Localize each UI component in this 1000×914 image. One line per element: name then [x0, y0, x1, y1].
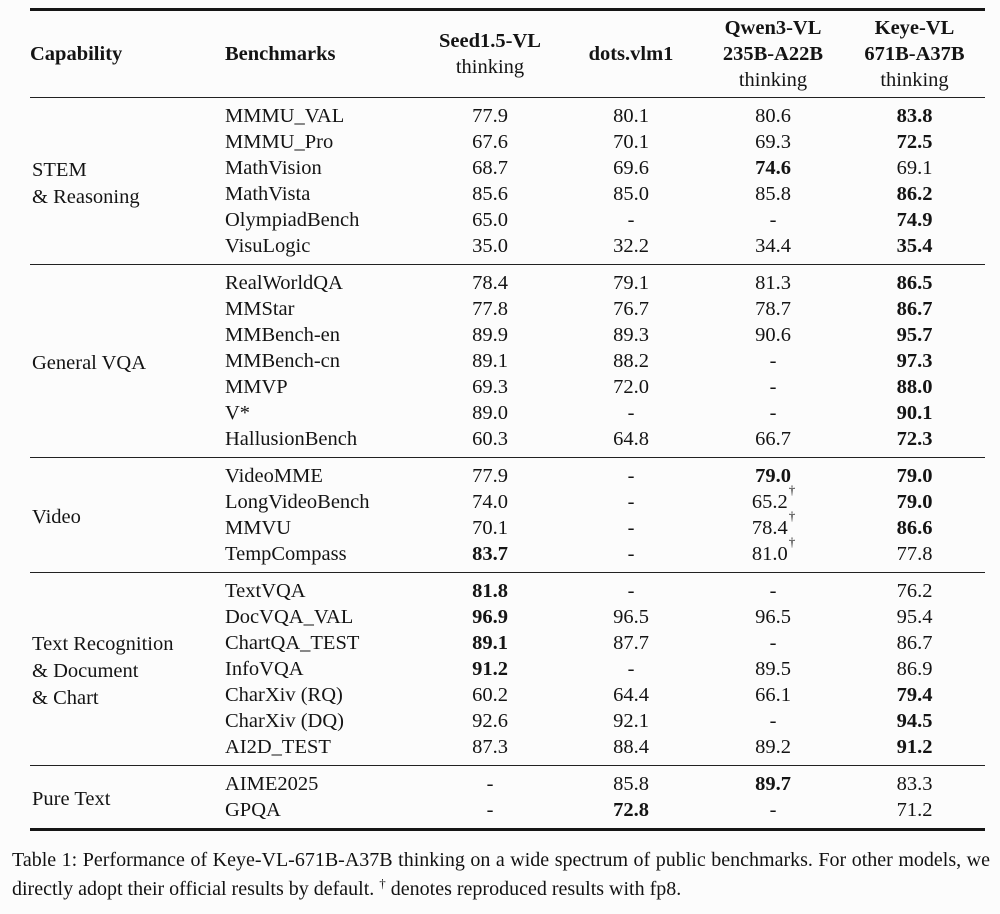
benchmark-cell: LongVideoBench	[225, 491, 370, 513]
value-text: 65.2	[751, 491, 788, 513]
value-text: 80.6	[755, 105, 791, 127]
capability-label: Video	[32, 506, 81, 528]
value-cell	[560, 797, 702, 830]
value-text: 86.2	[896, 183, 933, 205]
column-header-line: Keye-VL	[874, 17, 955, 39]
benchmark-cell: MMStar	[225, 298, 295, 320]
table-row	[30, 766, 985, 798]
value-cell	[560, 400, 702, 426]
value-text: 74.0	[472, 491, 508, 513]
benchmark-cell: GPQA	[225, 799, 281, 821]
value-cell	[420, 573, 560, 605]
value-text: 83.8	[896, 105, 933, 127]
value-cell	[702, 682, 844, 708]
value-cell	[702, 233, 844, 265]
benchmark-cell: MMBench-cn	[225, 350, 341, 372]
value-text: 72.3	[896, 428, 933, 450]
value-text: 35.4	[896, 235, 933, 257]
value-text: 96.5	[613, 606, 649, 628]
value-text: 74.6	[755, 157, 791, 179]
value-text: -	[627, 402, 635, 424]
value-text: -	[627, 580, 635, 602]
value-cell	[560, 207, 702, 233]
value-text: 96.9	[472, 606, 508, 628]
capability-cell	[30, 98, 225, 265]
value-cell	[844, 348, 985, 374]
value-cell	[420, 374, 560, 400]
value-text: -	[769, 580, 777, 602]
value-text: 72.0	[613, 376, 649, 398]
value-text: 78.4	[751, 517, 788, 539]
value-cell	[702, 604, 844, 630]
value-text: 90.1	[896, 402, 933, 424]
value-cell	[844, 233, 985, 265]
value-text: 86.7	[896, 632, 933, 654]
value-cell	[420, 98, 560, 130]
value-text: -	[769, 632, 777, 654]
value-text: -	[769, 209, 777, 231]
value-text: 79.4	[896, 684, 933, 706]
benchmark-cell: InfoVQA	[225, 658, 304, 680]
value-text: 85.8	[613, 773, 649, 795]
value-cell	[844, 322, 985, 348]
dagger-icon: †	[788, 482, 796, 498]
value-text: -	[627, 658, 635, 680]
value-cell	[420, 515, 560, 541]
value-cell	[420, 155, 560, 181]
value-text: 86.5	[896, 272, 933, 294]
value-cell	[702, 265, 844, 297]
value-cell	[560, 734, 702, 766]
capability-label: Pure Text	[32, 788, 111, 810]
value-cell	[560, 181, 702, 207]
table-caption	[12, 846, 990, 903]
value-cell	[420, 181, 560, 207]
table-row	[30, 98, 985, 130]
value-cell	[844, 682, 985, 708]
value-text: 89.7	[755, 773, 791, 795]
value-text: 64.8	[613, 428, 649, 450]
value-text: -	[627, 465, 635, 487]
value-text: 70.1	[613, 131, 649, 153]
value-cell	[560, 374, 702, 400]
value-text: -	[627, 517, 635, 539]
value-text: 79.1	[613, 272, 649, 294]
value-cell	[560, 541, 702, 573]
capability-cell	[30, 458, 225, 573]
value-cell	[420, 129, 560, 155]
value-cell	[420, 322, 560, 348]
value-text: 32.2	[613, 235, 649, 257]
value-text: 79.0	[896, 465, 933, 487]
benchmark-cell: VideoMME	[225, 458, 420, 490]
value-cell	[560, 98, 702, 130]
value-cell	[560, 656, 702, 682]
value-cell	[420, 207, 560, 233]
value-cell	[844, 797, 985, 830]
value-cell	[560, 604, 702, 630]
value-cell	[702, 322, 844, 348]
value-cell	[702, 207, 844, 233]
value-cell	[844, 207, 985, 233]
value-cell	[560, 265, 702, 297]
value-cell	[702, 508, 844, 541]
value-text: 81.0	[751, 543, 788, 565]
table-row	[30, 573, 985, 605]
value-text: 77.9	[472, 465, 508, 487]
value-cell	[702, 734, 844, 766]
value-cell	[844, 426, 985, 458]
benchmark-table	[30, 8, 985, 831]
value-cell	[420, 682, 560, 708]
column-header-line: thinking	[455, 56, 525, 78]
benchmark-cell: TempCompass	[225, 543, 347, 565]
value-cell	[844, 656, 985, 682]
column-header-line: thinking	[880, 69, 949, 91]
column-header-line: Qwen3-VL	[724, 17, 822, 39]
value-cell	[560, 573, 702, 605]
capability-label: & Chart	[32, 687, 99, 709]
value-cell	[560, 233, 702, 265]
value-cell	[844, 458, 985, 490]
benchmark-cell: TextVQA	[225, 573, 420, 605]
value-cell	[702, 482, 844, 515]
value-text: 92.1	[613, 710, 649, 732]
value-text: 78.7	[755, 298, 791, 320]
value-text: 89.2	[755, 736, 791, 758]
dagger-icon: †	[788, 534, 796, 550]
value-cell	[420, 604, 560, 630]
value-text: 79.0	[896, 491, 933, 513]
column-header-line: 235B-A22B	[722, 43, 824, 65]
value-cell	[844, 129, 985, 155]
value-cell	[702, 766, 844, 798]
value-text: 86.9	[896, 658, 933, 680]
value-text: 86.6	[896, 517, 933, 539]
column-header-dotsvlm1	[560, 10, 702, 98]
value-text: 72.5	[896, 131, 933, 153]
value-text: 85.8	[755, 183, 791, 205]
column-header-seed15vl	[420, 10, 560, 98]
value-cell	[420, 541, 560, 573]
value-text: 96.5	[755, 606, 791, 628]
value-text: 91.2	[896, 736, 933, 758]
value-text: 69.1	[896, 157, 933, 179]
value-text: 86.7	[896, 298, 933, 320]
benchmark-cell: MMBench-en	[225, 324, 341, 346]
value-text: 60.2	[472, 684, 508, 706]
value-cell	[560, 708, 702, 734]
value-cell	[702, 181, 844, 207]
value-cell	[702, 155, 844, 181]
value-text: -	[769, 710, 777, 732]
value-text: -	[769, 350, 777, 372]
value-text: 89.9	[472, 324, 508, 346]
value-text: 69.3	[755, 131, 791, 153]
value-cell	[560, 155, 702, 181]
value-cell	[844, 489, 985, 515]
value-cell	[560, 458, 702, 490]
value-text: 91.2	[472, 658, 508, 680]
value-cell	[420, 265, 560, 297]
value-text: 95.4	[896, 606, 933, 628]
value-cell	[420, 630, 560, 656]
value-text: 76.7	[613, 298, 649, 320]
caption-text-2: denotes reproduced results with fp8.	[385, 877, 682, 900]
capability-label: STEM	[32, 158, 87, 181]
benchmark-cell: VisuLogic	[225, 235, 311, 257]
value-cell	[560, 766, 702, 798]
value-text: 35.0	[472, 235, 508, 257]
value-text: 77.8	[896, 543, 933, 565]
value-text: -	[627, 209, 635, 231]
column-header-qwen3vl	[702, 10, 844, 98]
value-text: 89.1	[472, 350, 508, 372]
benchmark-cell: ChartQA_TEST	[225, 632, 360, 654]
value-text: 88.0	[896, 376, 933, 398]
value-cell	[420, 296, 560, 322]
value-text: 83.3	[896, 773, 933, 795]
value-text: 68.7	[472, 157, 508, 179]
value-cell	[420, 489, 560, 515]
caption-text-1: Table 1: Performance of Keye-VL-671B-A37B thinking on a wide spectrum of public benchmarks. For other models, we directly adopt their official results by default.	[12, 849, 990, 900]
value-text: 89.0	[472, 402, 508, 424]
value-cell	[844, 374, 985, 400]
benchmark-cell: V*	[225, 402, 251, 424]
value-text: 71.2	[896, 799, 933, 821]
value-cell	[420, 233, 560, 265]
value-cell	[844, 265, 985, 297]
value-text: 74.9	[896, 209, 933, 231]
value-text: -	[769, 376, 777, 398]
benchmark-cell: DocVQA_VAL	[225, 606, 354, 628]
value-text: 88.2	[613, 350, 649, 372]
value-cell	[844, 296, 985, 322]
benchmark-cell: MMMU_Pro	[225, 131, 334, 153]
value-cell	[420, 458, 560, 490]
column-header-line: Seed1.5-VL	[439, 30, 541, 52]
value-cell	[702, 534, 844, 573]
value-cell	[702, 573, 844, 605]
table-body	[30, 98, 985, 830]
value-cell	[844, 734, 985, 766]
capability-label: & Reasoning	[32, 185, 140, 208]
value-text: 85.6	[472, 183, 508, 205]
value-text: -	[486, 773, 494, 795]
value-text: 66.1	[755, 684, 791, 706]
header-row	[30, 10, 985, 98]
value-cell	[844, 708, 985, 734]
column-header-benchmarks	[225, 10, 420, 98]
column-header-line: 671B-A37B	[864, 43, 965, 65]
value-text: 77.9	[472, 105, 508, 127]
value-text: 88.4	[613, 736, 649, 758]
caption-dagger-icon: †	[379, 874, 386, 890]
table-header	[30, 10, 985, 98]
column-header-line: Capability	[30, 43, 123, 65]
value-text: 70.1	[472, 517, 508, 539]
value-text: -	[769, 402, 777, 424]
capability-label: Text Recognition	[32, 633, 174, 655]
value-cell	[844, 573, 985, 605]
value-cell	[844, 630, 985, 656]
column-header-keyevl	[844, 10, 985, 98]
value-text: 80.1	[613, 105, 649, 127]
value-text: 81.3	[755, 272, 791, 294]
value-cell	[560, 682, 702, 708]
value-text: 89.3	[613, 324, 649, 346]
benchmark-cell: AIME2025	[225, 766, 420, 798]
benchmark-cell: MathVista	[225, 183, 311, 205]
benchmark-cell: AI2D_TEST	[225, 736, 331, 758]
value-cell	[420, 734, 560, 766]
value-text: 87.7	[613, 632, 649, 654]
value-cell	[560, 426, 702, 458]
benchmark-cell: MathVision	[225, 157, 322, 179]
value-text: 97.3	[896, 350, 933, 372]
value-text: 95.7	[896, 324, 933, 346]
value-cell	[702, 797, 844, 830]
column-header-line: thinking	[738, 69, 808, 91]
benchmark-cell: OlympiadBench	[225, 209, 360, 231]
value-cell	[844, 515, 985, 541]
value-text: -	[627, 491, 635, 513]
value-cell	[560, 129, 702, 155]
value-text: 67.6	[472, 131, 508, 153]
capability-cell	[30, 766, 225, 830]
value-text: 66.7	[755, 428, 791, 450]
value-cell	[702, 458, 844, 490]
capability-label: General VQA	[32, 352, 147, 374]
value-text: 89.5	[755, 658, 791, 680]
value-text: 72.8	[613, 799, 649, 821]
benchmark-cell: RealWorldQA	[225, 265, 420, 297]
value-text: 89.1	[472, 632, 508, 654]
capability-label: & Document	[32, 660, 139, 682]
value-cell	[702, 98, 844, 130]
value-cell	[702, 348, 844, 374]
value-text: 92.6	[472, 710, 508, 732]
value-cell	[560, 322, 702, 348]
value-text: 90.6	[755, 324, 791, 346]
value-text: 83.7	[472, 543, 508, 565]
value-cell	[702, 129, 844, 155]
benchmark-cell: MMVP	[225, 376, 288, 398]
value-cell	[420, 348, 560, 374]
value-text: 77.8	[472, 298, 508, 320]
table-row	[30, 458, 985, 490]
value-cell	[702, 426, 844, 458]
value-cell	[702, 374, 844, 400]
value-cell	[702, 656, 844, 682]
value-cell	[420, 797, 560, 830]
value-cell	[560, 348, 702, 374]
benchmark-cell: CharXiv (RQ)	[225, 684, 343, 706]
value-cell	[702, 708, 844, 734]
value-cell	[420, 400, 560, 426]
value-cell	[560, 515, 702, 541]
value-text: 69.6	[613, 157, 649, 179]
value-cell	[844, 541, 985, 573]
value-text: 81.8	[472, 580, 508, 602]
table-row	[30, 265, 985, 297]
column-header-line: Benchmarks	[225, 43, 336, 65]
benchmark-cell: MMVU	[225, 517, 292, 539]
value-cell	[420, 708, 560, 734]
value-text: 65.0	[472, 209, 508, 231]
value-text: 87.3	[472, 736, 508, 758]
value-cell	[844, 181, 985, 207]
value-cell	[560, 630, 702, 656]
value-text: -	[486, 799, 494, 821]
value-cell	[560, 296, 702, 322]
capability-cell	[30, 265, 225, 458]
value-text: 94.5	[896, 710, 933, 732]
benchmark-cell: MMMU_VAL	[225, 98, 420, 130]
value-cell	[844, 400, 985, 426]
value-cell	[702, 630, 844, 656]
value-cell	[702, 296, 844, 322]
value-text: 85.0	[613, 183, 649, 205]
value-cell	[560, 489, 702, 515]
value-text: 69.3	[472, 376, 508, 398]
value-text: 64.4	[613, 684, 649, 706]
value-text: 60.3	[472, 428, 508, 450]
value-text: 78.4	[472, 272, 508, 294]
benchmark-cell: HallusionBench	[225, 428, 358, 450]
value-cell	[420, 426, 560, 458]
column-header-line: dots.vlm1	[588, 43, 674, 65]
value-text: 79.0	[755, 465, 791, 487]
value-cell	[844, 98, 985, 130]
value-text: -	[769, 799, 777, 821]
value-cell	[844, 155, 985, 181]
capability-cell	[30, 573, 225, 766]
value-cell	[702, 400, 844, 426]
value-text: 76.2	[896, 580, 933, 602]
value-cell	[844, 604, 985, 630]
value-cell	[420, 656, 560, 682]
column-header-capability	[30, 10, 225, 98]
value-text: 34.4	[755, 235, 791, 257]
value-cell	[844, 766, 985, 798]
dagger-icon: †	[788, 508, 796, 524]
value-text: -	[627, 543, 635, 565]
benchmark-cell: CharXiv (DQ)	[225, 710, 344, 732]
value-cell	[420, 766, 560, 798]
